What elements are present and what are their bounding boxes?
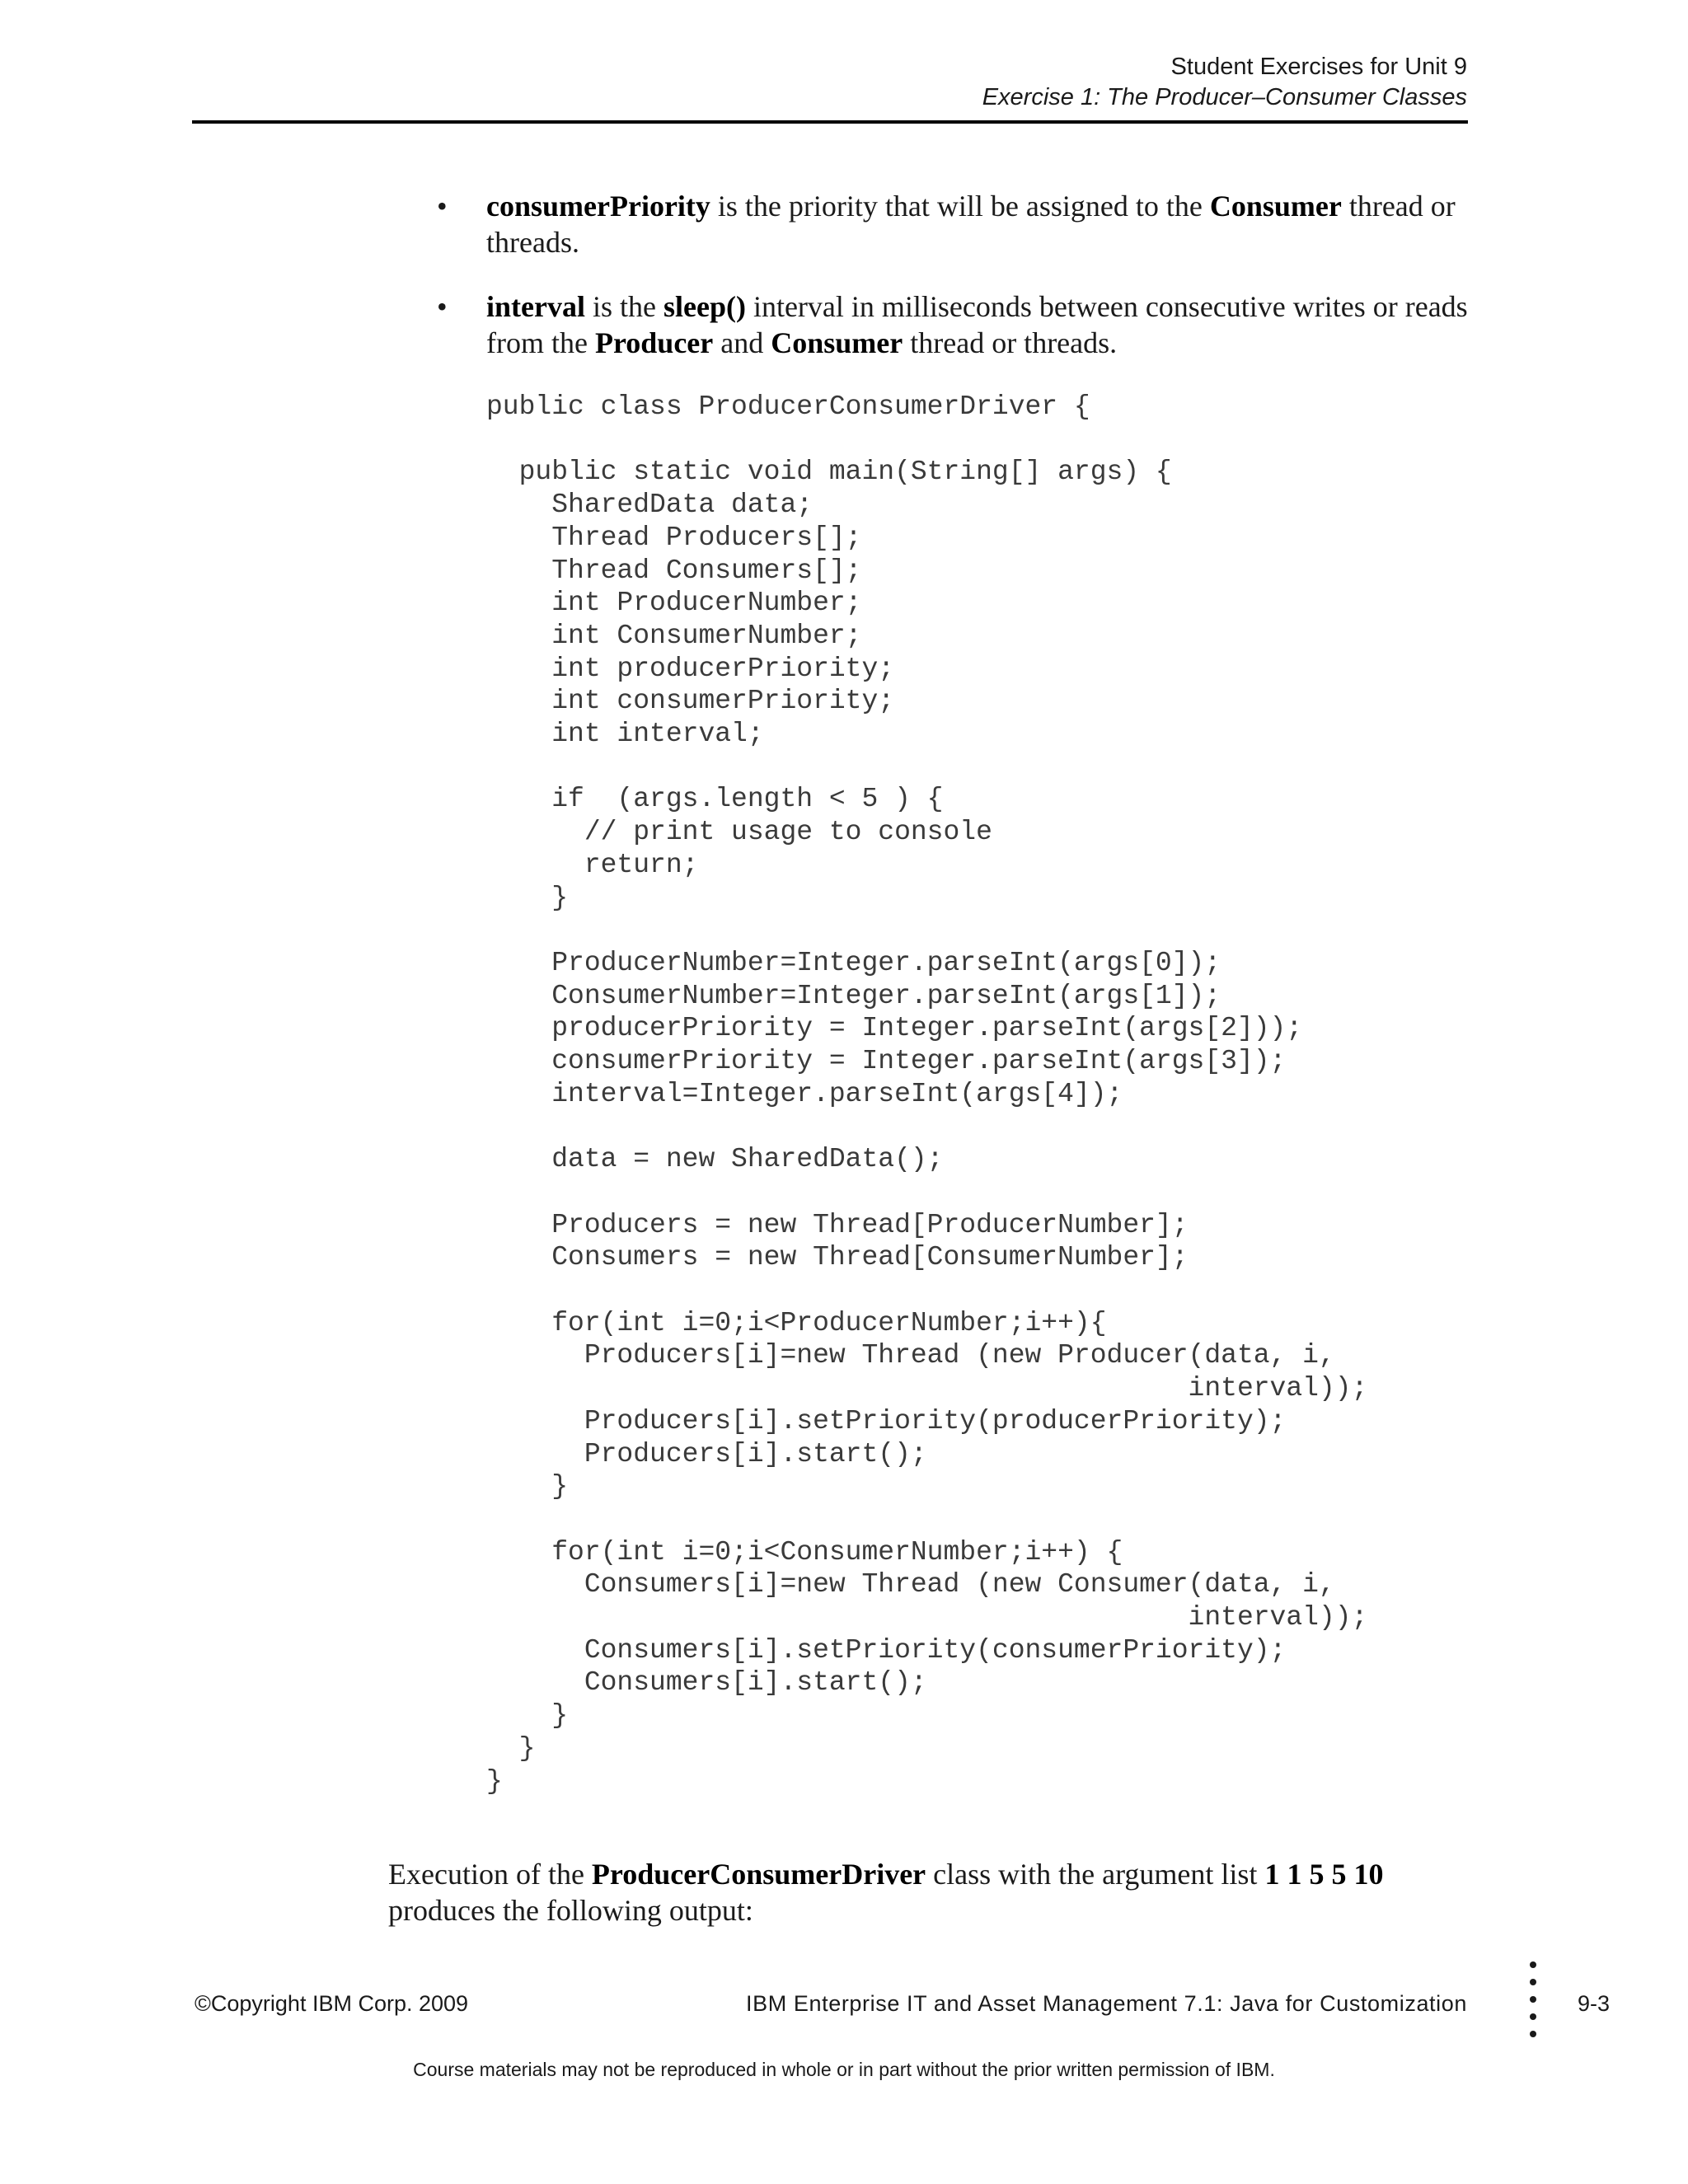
bullet-marker: • xyxy=(437,290,448,323)
text: thread or threads. xyxy=(903,326,1118,359)
argument-list: 1 1 5 5 10 xyxy=(1264,1858,1384,1891)
footer-notice: Course materials may not be reproduced in whole or in part without the prior written permission of IBM. xyxy=(413,2059,1275,2080)
emphasis: Producer xyxy=(594,326,714,359)
emphasis: sleep() xyxy=(663,290,746,323)
bullet-interval xyxy=(486,288,1484,361)
term: consumerPriority xyxy=(486,190,710,223)
text: is the xyxy=(584,290,663,323)
term: interval xyxy=(486,290,585,323)
page-number: 9-3 xyxy=(1578,1991,1611,2016)
emphasis: Consumer xyxy=(771,326,903,359)
running-header-exercise: Exercise 1: The Producer–Consumer Classes xyxy=(982,84,1467,110)
emphasis: Consumer xyxy=(1209,190,1342,223)
footer-dots-icon xyxy=(1530,1961,1540,2048)
text: class with the argument list xyxy=(926,1858,1265,1891)
class-name: ProducerConsumerDriver xyxy=(591,1858,926,1891)
footer-copyright: ©Copyright IBM Corp. 2009 xyxy=(195,1991,469,2016)
bullet-marker: • xyxy=(437,190,448,223)
running-header-unit: Student Exercises for Unit 9 xyxy=(1170,54,1467,80)
text: interval in milliseconds between consecutive writes or reads from the xyxy=(486,290,1468,359)
execution-paragraph xyxy=(388,1856,1476,1929)
bullet-consumer-priority xyxy=(486,188,1484,260)
text: thread or threads. xyxy=(486,190,1456,259)
footer-course-title: IBM Enterprise IT and Asset Management 7.1: Java for Customization xyxy=(745,1991,1467,2016)
header-rule xyxy=(192,120,1468,124)
text: is the priority that will be assigned to the xyxy=(710,190,1210,223)
text: Execution of the xyxy=(388,1858,592,1891)
text: and xyxy=(713,326,771,359)
code-listing: public class ProducerConsumerDriver { public static void main(String[] args) { SharedData data; Thread Producers[]; Thread Consumers[]; int ProducerNumber; int ConsumerNumber; int producerPriority; int consumerPriority; int interval; if (args.length < 5 ) { // print usage to console return; } ProducerNumber=Integer.parseInt(args[0]); ConsumerNumber=Integer.parseInt(args[1]); producerPriority = Integer.parseInt(args[2])); consumerPriority = Integer.parseInt(args[3]); interval=Integer.parseInt(args[4]); data = new SharedData(); Producers = new Thread[ProducerNumber]; Consumers = new Thread[ConsumerNumber]; for(int i=0;i<ProducerNumber;i++){ Producers[i]=new Thread (new Producer(data, i, interval)); Producers[i].setPriority(producerPriority); Producers[i].start(); } for(int i=0;i<ConsumerNumber;i++) { Consumers[i]=new Thread (new Consumer(data, i, interval)); Consumers[i].setPriority(consumerPriority); Consumers[i].start(); } } } xyxy=(486,391,1368,1797)
text: produces the following output: xyxy=(388,1894,753,1927)
